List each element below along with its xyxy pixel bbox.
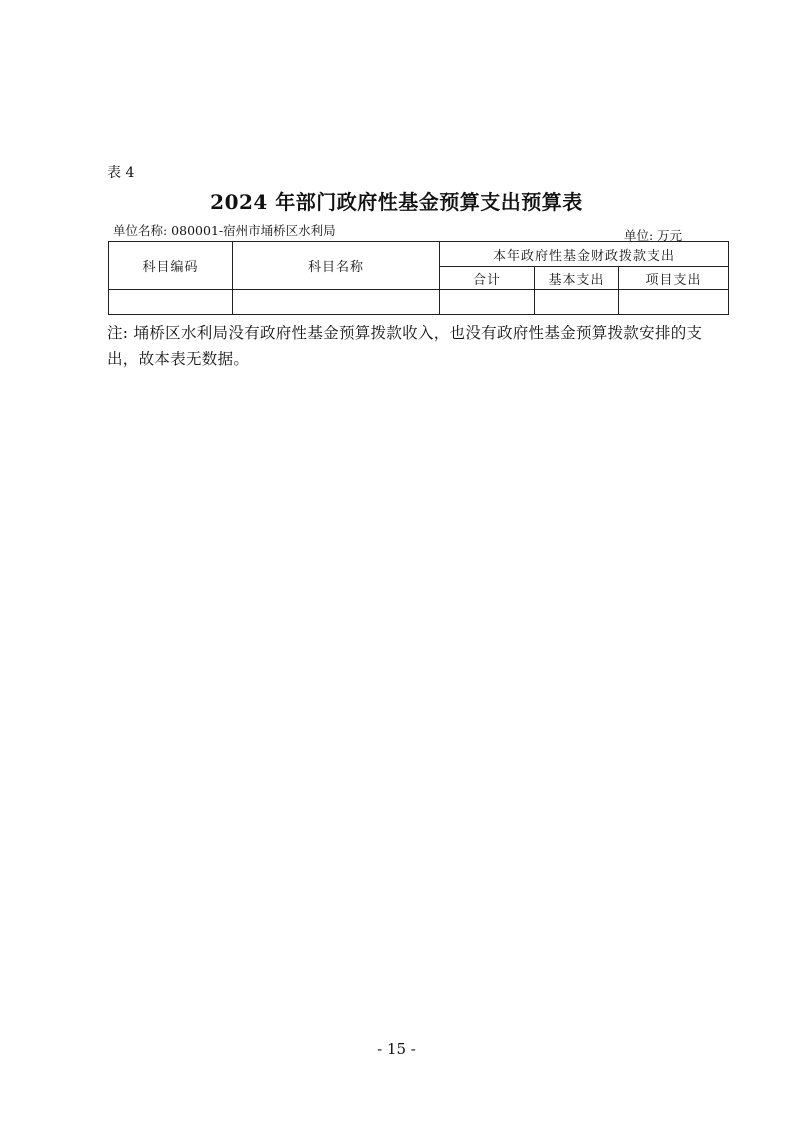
page-number: - 15 - <box>377 1040 416 1058</box>
header-subject-code: 科目编码 <box>109 242 233 290</box>
table-row <box>109 290 729 315</box>
document-title: 2024 年部门政府性基金预算支出预算表 <box>210 190 583 214</box>
header-basic-expenditure: 基本支出 <box>535 267 619 290</box>
table-cell <box>440 290 535 315</box>
table-cell <box>233 290 440 315</box>
header-total: 合计 <box>440 267 535 290</box>
budget-table <box>108 241 729 315</box>
table-cell <box>619 290 729 315</box>
table-cell <box>535 290 619 315</box>
table-cell <box>109 290 233 315</box>
header-project-expenditure: 项目支出 <box>619 267 729 290</box>
table-note: 注: 埇桥区水利局没有政府性基金预算拨款收入，也没有政府性基金预算拨款安排的支出，故本表无数据。 <box>107 324 703 368</box>
table-header-row <box>109 242 729 267</box>
header-fund-expenditure: 本年政府性基金财政拨款支出 <box>440 242 729 267</box>
header-subject-name: 科目名称 <box>233 242 440 290</box>
unit-measure: 单位: 万元 <box>624 228 683 243</box>
unit-name: 单位名称: 080001-宿州市埇桥区水利局 <box>113 223 336 238</box>
table-number: 表 4 <box>107 165 135 181</box>
